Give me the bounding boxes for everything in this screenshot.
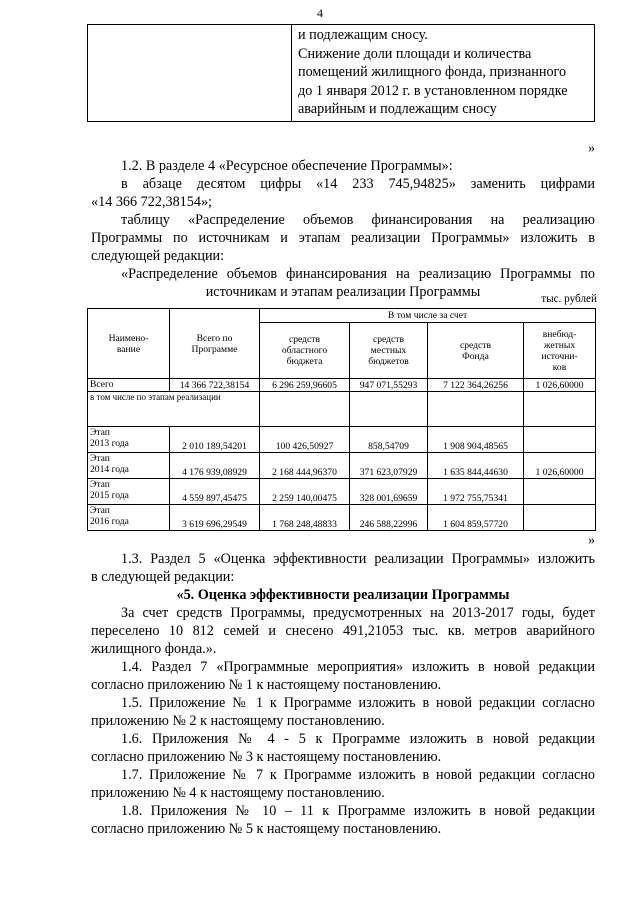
p14-line1: 1.4. Раздел 7 «Программные мероприятия» изложить в новой редакции <box>121 659 595 675</box>
p12-line2: в абзаце десятом цифры «14 233 745,94825» заменить цифрами <box>121 176 595 192</box>
cell-local: 947 071,55293 <box>350 379 428 392</box>
cell-total: 4 559 897,45475 <box>170 479 260 505</box>
cell-regional: 2 259 140,00475 <box>260 479 350 505</box>
header-group: В том числе за счет <box>260 309 596 323</box>
section-5-heading: «5. Оценка эффективности реализации Программы <box>176 587 510 603</box>
header-fund: средств Фонда <box>428 323 524 379</box>
top-table-line: аварийным и подлежащим сносу <box>298 101 497 117</box>
p16-line1: 1.6. Приложения № 4 - 5 к Программе изложить в новой редакции <box>121 731 595 747</box>
table-title-line1: «Распределение объемов финансирования на реализацию Программы по <box>121 266 595 282</box>
cell-regional: 1 768 248,48833 <box>260 505 350 531</box>
cell-fund: 1 604 859,57720 <box>428 505 524 531</box>
cell-fund: 1 908 904,48565 <box>428 427 524 453</box>
table-row <box>88 379 596 392</box>
cell-regional: 100 426,50927 <box>260 427 350 453</box>
cell-extrabudget <box>524 505 596 531</box>
cell-extrabudget <box>524 479 596 505</box>
header-extrabudget: внебюд- жетных источни- ков <box>524 323 596 379</box>
top-table-fragment <box>87 24 595 122</box>
header-total: Всего по Программе <box>170 309 260 379</box>
cell-local: 246 588,22996 <box>350 505 428 531</box>
cell-extrabudget: 1 026,60000 <box>524 379 596 392</box>
cell-fund: 1 635 844,44630 <box>428 453 524 479</box>
close-quote: » <box>588 141 595 156</box>
budget-table <box>87 308 596 531</box>
cell-local: 371 623,07929 <box>350 453 428 479</box>
p12-line5: Программы по источникам и этапам реализации Программы» изложить в <box>91 230 595 246</box>
top-table-left-cell <box>88 25 292 122</box>
p16-line2: согласно приложению № 3 к настоящему постановлению. <box>91 749 442 765</box>
cell-fund: 1 972 755,75341 <box>428 479 524 505</box>
cell-regional: 6 296 259,96605 <box>260 379 350 392</box>
p14-line2: согласно приложению № 1 к настоящему постановлению. <box>91 677 442 693</box>
table-row <box>88 505 596 531</box>
top-table-line: помещений жилищного фонда, признанного <box>298 64 567 80</box>
unit-label: тыс. рублей <box>541 293 597 305</box>
page-number: 4 <box>317 6 323 20</box>
p12-line1: 1.2. В разделе 4 «Ресурсное обеспечение Программы»: <box>121 158 453 174</box>
header-local: средств местных бюджетов <box>350 323 428 379</box>
row-name: Этап 2014 года <box>88 453 170 479</box>
p17-line2: приложению № 4 к настоящему постановлению. <box>91 785 385 801</box>
cell-fund: 7 122 364,26256 <box>428 379 524 392</box>
p12-line4: таблицу «Распределение объемов финансирования на реализацию <box>121 212 595 228</box>
p15-line1: 1.5. Приложение № 1 к Программе изложить в новой редакции согласно <box>121 695 595 711</box>
empty-cell <box>524 392 596 427</box>
p18-line1: 1.8. Приложения № 10 – 11 к Программе изложить в новой редакции <box>121 803 595 819</box>
empty-cell <box>260 392 350 427</box>
section-1-3 <box>91 550 595 838</box>
table-row <box>88 479 596 505</box>
row-name: Этап 2015 года <box>88 479 170 505</box>
empty-cell <box>428 392 524 427</box>
p18-line2: согласно приложению № 5 к настоящему постановлению. <box>91 821 442 837</box>
p17-line1: 1.7. Приложение № 7 к Программе изложить в новой редакции согласно <box>121 767 595 783</box>
header-regional: средств областного бюджета <box>260 323 350 379</box>
p13-body3: жилищного фонда.». <box>91 641 217 657</box>
row-subheading: в том числе по этапам реализации <box>88 392 260 427</box>
p12-line3: «14 366 722,38154»; <box>91 194 212 210</box>
table-title-line2: источникам и этапам реализации Программы <box>205 284 481 300</box>
cell-extrabudget: 1 026,60000 <box>524 453 596 479</box>
cell-total: 4 176 939,08929 <box>170 453 260 479</box>
cell-total: 14 366 722,38154 <box>170 379 260 392</box>
top-table-right-cell <box>292 25 595 122</box>
p12-line6: следующей редакции: <box>91 248 225 264</box>
top-table-line: Снижение доли площади и количества <box>298 45 532 62</box>
cell-local: 328 001,69659 <box>350 479 428 505</box>
header-name: Наимено- вание <box>88 309 170 379</box>
cell-regional: 2 168 444,96370 <box>260 453 350 479</box>
cell-extrabudget <box>524 427 596 453</box>
p15-line2: приложению № 2 к настоящему постановлению. <box>91 713 385 729</box>
p13-line2: в следующей редакции: <box>91 569 235 585</box>
close-quote: » <box>588 533 595 548</box>
top-table-line: и подлежащим сносу. <box>298 27 428 43</box>
p13-body1: За счет средств Программы, предусмотренных на 2013-2017 годы, будет <box>121 605 595 621</box>
cell-local: 858,54709 <box>350 427 428 453</box>
p13-line1: 1.3. Раздел 5 «Оценка эффективности реализации Программы» изложить <box>121 551 595 567</box>
table-row <box>88 453 596 479</box>
table-row <box>88 427 596 453</box>
section-1-2 <box>91 157 595 301</box>
cell-total: 3 619 696,29549 <box>170 505 260 531</box>
row-name: Этап 2016 года <box>88 505 170 531</box>
empty-cell <box>350 392 428 427</box>
table-row <box>88 392 596 427</box>
p13-body2: переселено 10 812 семей и снесено 491,21053 тыс. кв. метров аварийного <box>91 623 595 639</box>
row-name: Этап 2013 года <box>88 427 170 453</box>
cell-total: 2 010 189,54201 <box>170 427 260 453</box>
row-name: Всего <box>88 379 170 392</box>
top-table-line: до 1 января 2012 г. в установленном порядке <box>298 82 568 99</box>
